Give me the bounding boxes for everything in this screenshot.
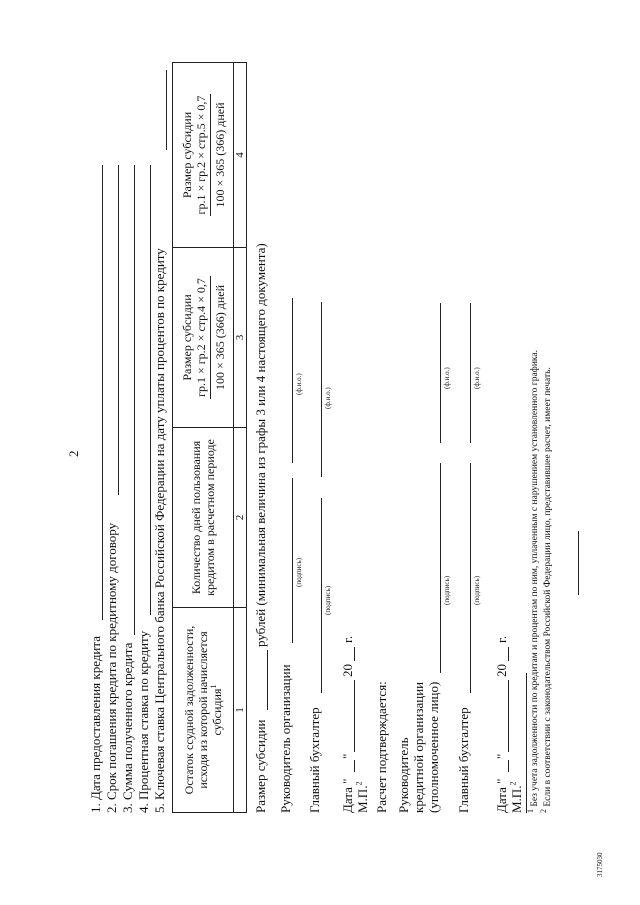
page-number: 2 bbox=[66, 450, 81, 457]
confirm-head-sign-caption: (подпись) bbox=[443, 575, 451, 605]
confirm-date-year-suffix: г. bbox=[494, 635, 509, 643]
confirm-head-line2: кредитной организации bbox=[411, 681, 426, 813]
col2-header-line1: Количество дней пользования bbox=[189, 440, 203, 595]
col3-formula-denominator: 100 × 365 (366) дней bbox=[212, 284, 227, 391]
confirm-head-line1: Руководитель bbox=[396, 737, 411, 813]
table-header-col2 bbox=[173, 428, 234, 608]
column-number-3: 3 bbox=[234, 248, 247, 428]
item-3-label: 3. Сумма полученного кредита bbox=[120, 642, 135, 813]
confirm-head-line3: (уполномоченное лицо) bbox=[426, 681, 441, 813]
confirm-title: Расчет подтверждается: bbox=[374, 681, 389, 813]
subsidy-suffix: рублей (минимальная величина из графы 3 или 4 настоящего документа) bbox=[253, 243, 268, 647]
date-month-field[interactable] bbox=[354, 680, 355, 752]
date-day-field[interactable] bbox=[354, 760, 355, 772]
table-header-row bbox=[173, 63, 234, 813]
col3-header-title: Размер субсидии bbox=[179, 294, 194, 381]
date-quote: " bbox=[340, 753, 355, 759]
date-year-prefix: 20 bbox=[340, 664, 355, 677]
confirm-date-day-field[interactable] bbox=[508, 760, 509, 772]
confirm-chief-accountant-label: Главный бухгалтер bbox=[456, 707, 471, 813]
table-header-col4 bbox=[173, 63, 234, 248]
table-header-col3 bbox=[173, 248, 234, 428]
confirm-head-name-field[interactable] bbox=[440, 303, 441, 443]
item-2-field[interactable] bbox=[118, 165, 119, 495]
head-org-label: Руководитель организации bbox=[278, 664, 293, 813]
footnote-separator bbox=[526, 673, 527, 813]
col4-formula-denominator: 100 × 365 (366) дней bbox=[212, 102, 227, 208]
col1-header-line1: Остаток ссудной задолженности, bbox=[182, 625, 196, 795]
col1-footnote-ref: 1 bbox=[209, 684, 218, 689]
bottom-rule bbox=[578, 531, 579, 595]
subsidy-amount-field[interactable] bbox=[267, 650, 268, 710]
footnote-2: $^2$ Если в соответствии с законодательством Российской Федерации лицо, представившее расчет, имеет печать. bbox=[538, 367, 553, 813]
confirm-date-year-field[interactable] bbox=[508, 647, 509, 661]
head-org-sign-caption: (подпись) bbox=[295, 557, 303, 587]
item-1-field[interactable] bbox=[102, 165, 103, 620]
item-2-label: 2. Срок погашения кредита по кредитному договору bbox=[104, 522, 119, 813]
chief-accountant-fio-caption: (ф.и.о.) bbox=[324, 387, 332, 409]
col1-header-line2: исходя из которой начисляется субсидия bbox=[196, 631, 224, 789]
footnote-1: $^1$ Без учета задолженности по кредитам и процентам по ним, уплаченным с нарушением установленного графика. bbox=[525, 350, 540, 813]
item-3-field[interactable] bbox=[134, 165, 135, 635]
document-code: 3175030 bbox=[596, 852, 604, 877]
table-column-numbers-row bbox=[234, 63, 247, 813]
table-header-col1 bbox=[173, 608, 234, 813]
chief-accountant-sign-caption: (подпись) bbox=[324, 585, 332, 615]
confirm-chief-name-field[interactable] bbox=[470, 303, 471, 443]
confirm-stamp-label: М.П.$^2$ bbox=[508, 781, 524, 813]
item-1-label: 1. Дата предоставления кредита bbox=[88, 636, 103, 813]
column-number-2: 2 bbox=[234, 428, 247, 608]
date-year-field[interactable] bbox=[354, 647, 355, 661]
calculation-table bbox=[172, 62, 247, 813]
item-5-label: 5. Ключевая ставка Центрального банка Российской Федерации на дату уплаты процентов по кредиту bbox=[152, 248, 167, 813]
confirm-head-fio-caption: (ф.и.о.) bbox=[443, 367, 451, 389]
chief-accountant-label: Главный бухгалтер bbox=[307, 707, 322, 813]
head-org-signature-field[interactable] bbox=[292, 478, 293, 643]
confirm-date-year-prefix: 20 bbox=[494, 664, 509, 677]
confirm-date-month-field[interactable] bbox=[508, 680, 509, 752]
confirm-date-label: Дата " bbox=[494, 778, 509, 813]
confirm-chief-fio-caption: (ф.и.о.) bbox=[473, 367, 481, 389]
chief-accountant-name-field[interactable] bbox=[321, 302, 322, 477]
subsidy-label: Размер субсидии bbox=[253, 719, 268, 813]
stamp-label: М.П.$^2$ bbox=[354, 781, 370, 813]
head-org-fio-caption: (ф.и.о.) bbox=[295, 373, 303, 395]
confirm-chief-sign-caption: (подпись) bbox=[473, 575, 481, 605]
col4-formula bbox=[194, 94, 227, 217]
col4-formula-numerator: гр.1 × гр.2 × стр.5 × 0,7 bbox=[194, 94, 211, 217]
confirm-date-quote: " bbox=[494, 753, 509, 759]
item-4-field[interactable] bbox=[150, 165, 151, 615]
col4-header-title: Размер субсидии bbox=[179, 111, 194, 199]
chief-accountant-signature-field[interactable] bbox=[321, 498, 322, 693]
column-number-4: 4 bbox=[234, 63, 247, 248]
head-org-name-field[interactable] bbox=[292, 298, 293, 463]
col2-header-line2: кредитом в расчетном периоде bbox=[203, 439, 217, 596]
column-number-1: 1 bbox=[234, 608, 247, 813]
date-year-suffix: г. bbox=[340, 635, 355, 643]
confirm-head-signature-field[interactable] bbox=[440, 463, 441, 673]
col3-formula bbox=[194, 276, 227, 399]
date-label: Дата " bbox=[340, 778, 355, 813]
item-4-label: 4. Процентная ставка по кредиту bbox=[136, 630, 151, 813]
col3-formula-numerator: гр.1 × гр.2 × стр.4 × 0,7 bbox=[194, 276, 211, 399]
confirm-chief-signature-field[interactable] bbox=[470, 463, 471, 693]
item-5-field[interactable] bbox=[166, 70, 167, 150]
